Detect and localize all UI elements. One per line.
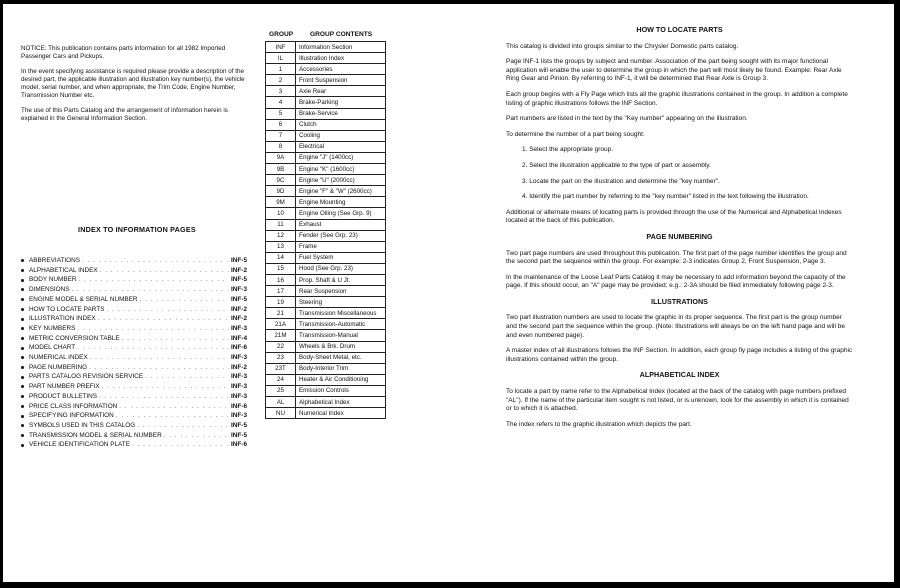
group-row <box>266 64 386 75</box>
index-entry-label: PART NUMBER PREFIX <box>29 383 100 391</box>
group-code: 9B <box>266 164 296 175</box>
step-item: 4. Identify the part number by referring to the "key number" listed in the text following the illustration. <box>522 193 809 201</box>
bullet-icon <box>21 288 24 291</box>
dot-leader <box>119 402 229 412</box>
group-code: 14 <box>266 252 296 263</box>
index-entry-label: KEY NUMBERS <box>29 324 76 332</box>
group-description: Accessories <box>296 64 386 75</box>
index-entry-label: PARTS CATALOG REVISION SERVICE <box>29 373 144 381</box>
group-description: Steering <box>296 297 386 308</box>
notice-block <box>21 45 253 129</box>
group-description: Information Section <box>296 42 386 53</box>
index-entry <box>21 334 247 344</box>
index-entry-label: ILLUSTRATION INDEX <box>29 315 96 323</box>
section-paragraph: Each group begins with a Fly Page which lists all the graphic illustrations contained in the group. In addition a complete listing of graphic illustrations follows the INF Section. <box>506 90 848 107</box>
bullet-icon <box>21 385 24 388</box>
section-paragraph: Additional or alternate means of locating parts is provided through the use of the Numerical and Alphabetical Indexes located at the back of this publication. <box>506 208 842 225</box>
section-heading: ILLUSTRATIONS <box>651 296 708 306</box>
index-entry-label: DIMENSIONS <box>29 286 70 294</box>
section-paragraph: To locate a part by name refer to the Alphabetical Index (located at the back of the catalog with page numbers prefixed "AL"). If the name of the particular item sought is not listed, or is unknown, look for the assembly in which it is contained or to which it is attached. <box>506 388 849 413</box>
dot-leader <box>78 275 229 285</box>
group-row <box>266 308 386 319</box>
index-entry <box>21 285 247 295</box>
bullet-icon <box>21 298 24 301</box>
dot-leader <box>140 295 229 305</box>
group-code: 7 <box>266 130 296 141</box>
group-row <box>266 141 386 152</box>
group-row <box>266 274 386 285</box>
group-code: 16 <box>266 274 296 285</box>
group-row <box>266 164 386 175</box>
group-code: 9A <box>266 152 296 163</box>
notice-paragraph: NOTICE: This publication contains parts information for all 1982 Imported Passenger Cars and Pickups. <box>21 45 226 61</box>
dot-leader <box>137 421 229 431</box>
group-contents-column-header: GROUP CONTENTS <box>310 31 373 38</box>
bullet-icon <box>21 308 24 311</box>
index-entry <box>21 256 247 266</box>
group-description: Frame <box>296 241 386 252</box>
group-description: Wheels & Brk. Drum <box>296 341 386 352</box>
group-description: Electrical <box>296 141 386 152</box>
group-row <box>266 75 386 86</box>
group-code: 8 <box>266 141 296 152</box>
group-row <box>266 297 386 308</box>
group-description: Clutch <box>296 119 386 130</box>
index-entry-label: BODY NUMBER <box>29 276 77 284</box>
group-code: 12 <box>266 230 296 241</box>
index-entry-label: TRANSMISSION MODEL & SERIAL NUMBER <box>29 431 162 439</box>
group-code: 21M <box>266 330 296 341</box>
group-code: 21 <box>266 308 296 319</box>
group-description: Engine Mounting <box>296 197 386 208</box>
group-row <box>266 241 386 252</box>
bullet-icon <box>21 259 24 262</box>
bullet-icon <box>21 395 24 398</box>
section-paragraph: The index refers to the graphic illustration which depicts the part. <box>506 420 692 428</box>
step-item: 3. Locate the part on the illustration and determine the "key number". <box>522 177 720 185</box>
group-description: Engine "K" (1600cc) <box>296 164 386 175</box>
group-code: 22 <box>266 341 296 352</box>
bullet-icon <box>21 337 24 340</box>
index-entry-page: INF-5 <box>231 276 247 284</box>
index-entry-page: INF-3 <box>231 383 247 391</box>
dot-leader <box>164 431 229 441</box>
bullet-icon <box>21 318 24 321</box>
bullet-icon <box>21 434 24 437</box>
index-entry-label: SPECIFYING INFORMATION <box>29 412 114 420</box>
group-code: 10 <box>266 208 296 219</box>
dot-leader <box>102 382 229 392</box>
group-description: Axle Rear <box>296 86 386 97</box>
dot-leader <box>90 353 229 363</box>
group-row <box>266 363 386 374</box>
bullet-icon <box>21 347 24 350</box>
group-description: Brake-Service <box>296 108 386 119</box>
dot-leader <box>77 343 229 353</box>
group-row <box>266 352 386 363</box>
group-description: Emission Controls <box>296 385 386 396</box>
group-row <box>266 108 386 119</box>
group-code: 2 <box>266 75 296 86</box>
group-code: 9C <box>266 175 296 186</box>
bullet-icon <box>21 366 24 369</box>
dot-leader <box>116 411 229 421</box>
group-description: Transmission Miscellaneous <box>296 308 386 319</box>
section-paragraph: A master index of all illustrations follows the INF Section. In addition, each group fly page includes a listing of the graphic illustrations contained within the group. <box>506 347 853 363</box>
group-description: Fender (See Grp. 23) <box>296 230 386 241</box>
group-description: Engine "U" (2000cc) <box>296 175 386 186</box>
index-entry <box>21 392 247 402</box>
index-entry-page: INF-3 <box>231 324 247 332</box>
group-code: AL <box>266 397 296 408</box>
group-description: Exhaust <box>296 219 386 230</box>
group-row <box>266 230 386 241</box>
group-code: 9D <box>266 186 296 197</box>
group-row <box>266 152 386 163</box>
index-entry-page: INF-3 <box>231 373 247 381</box>
section-paragraph: Part numbers are listed in the text by the "Key number" appearing on the illustration. <box>506 115 748 123</box>
index-entry-page: INF-2 <box>231 266 247 274</box>
index-list <box>21 256 247 450</box>
group-row <box>266 97 386 108</box>
group-description: Front Suspension <box>296 75 386 86</box>
group-row <box>266 53 386 64</box>
group-row <box>266 397 386 408</box>
dot-leader <box>99 392 229 402</box>
group-description: Engine Oiling (See Grp. 9) <box>296 208 386 219</box>
bullet-icon <box>21 424 24 427</box>
group-code: 11 <box>266 219 296 230</box>
group-code: 21A <box>266 319 296 330</box>
group-code: 15 <box>266 263 296 274</box>
index-entry <box>21 343 247 353</box>
group-row <box>266 252 386 263</box>
group-code: 25 <box>266 385 296 396</box>
index-entry-label: MODEL CHART <box>29 344 76 352</box>
index-entry <box>21 266 247 276</box>
index-entry-page: INF-2 <box>231 363 247 371</box>
dot-leader <box>122 334 229 344</box>
group-code: 4 <box>266 97 296 108</box>
dot-leader <box>89 363 229 373</box>
group-row <box>266 208 386 219</box>
index-entry-label: ABBREVIATIONS <box>29 257 81 264</box>
dot-leader <box>71 285 229 295</box>
step-item: 2. Select the illustration applicable to the type of part or assembly. <box>522 161 711 169</box>
group-row <box>266 330 386 341</box>
dot-leader <box>82 256 229 266</box>
index-entry-page: INF-4 <box>231 334 247 342</box>
group-row <box>266 42 386 53</box>
notice-paragraph: The use of this Parts Catalog and the arrangement of information herein is explained in the General Information Section. <box>21 106 228 123</box>
group-code: 19 <box>266 297 296 308</box>
group-description: Alphabetical Index <box>296 397 386 408</box>
group-row <box>266 86 386 97</box>
group-row <box>266 286 386 297</box>
index-entry-page: INF-3 <box>231 354 247 362</box>
index-entry <box>21 402 247 412</box>
dot-leader <box>98 314 229 324</box>
index-entry-label: PAGE NUMBERING <box>29 363 88 371</box>
index-entry-label: METRIC CONVERSION TABLE <box>29 334 120 342</box>
dot-leader <box>106 305 229 315</box>
group-description: Body-Sheet Metal, etc. <box>296 352 386 363</box>
group-row <box>266 263 386 274</box>
section-paragraph: In the maintenance of the Loose Leaf Parts Catalog it may be necessary to add information beyond the capacity of the page. If this should occur, an "A" page may be provided; e.g.: 2-3A should be filed immediately following page 2-3. <box>506 273 846 290</box>
group-code: 23 <box>266 352 296 363</box>
group-code: 6 <box>266 119 296 130</box>
index-entry-page: INF-6 <box>231 441 247 449</box>
index-entry <box>21 275 247 285</box>
instructions-column <box>506 26 853 436</box>
index-entry-page: INF-2 <box>231 315 247 323</box>
index-entry-label: ALPHABETICAL INDEX <box>29 266 98 274</box>
group-code: NU <box>266 408 296 419</box>
group-description: Prop. Shaft & U Jt. <box>296 274 386 285</box>
dot-leader <box>132 440 229 450</box>
section-heading: HOW TO LOCATE PARTS <box>636 25 723 34</box>
index-entry-label: HOW TO LOCATE PARTS <box>29 305 105 313</box>
group-code: IL <box>266 53 296 64</box>
group-code: 17 <box>266 286 296 297</box>
dot-leader <box>145 372 229 382</box>
group-description: Numerical Index <box>296 408 386 419</box>
index-entry <box>21 363 247 373</box>
index-entry <box>21 353 247 363</box>
group-table <box>265 41 386 419</box>
index-entry-page: INF-3 <box>231 392 247 400</box>
index-entry-page: INF-5 <box>231 421 247 429</box>
group-column-header: GROUP <box>269 31 294 38</box>
group-row <box>266 119 386 130</box>
index-entry-page: INF-5 <box>231 431 247 439</box>
group-description: Transmission-Automatic <box>296 319 386 330</box>
group-code: 3 <box>266 86 296 97</box>
index-entry-label: NUMERICAL INDEX <box>29 354 88 362</box>
index-entry <box>21 295 247 305</box>
index-entry-page: INF-5 <box>231 257 247 264</box>
bullet-icon <box>21 269 24 272</box>
steps-list <box>506 146 853 201</box>
group-code: 1 <box>266 64 296 75</box>
index-entry-label: ENGINE MODEL & SERIAL NUMBER <box>29 295 138 303</box>
group-row <box>266 319 386 330</box>
bullet-icon <box>21 405 24 408</box>
group-row <box>266 385 386 396</box>
notice-paragraph: In the event specifying assistance is required please provide a description of the desired part, the applicable illustration and illustration key number(s), the vehicle model, serial number, and when appropriate, the Trim Code, Engine Number, Transmission Number etc. <box>21 67 245 100</box>
section-heading: PAGE NUMBERING <box>646 231 713 241</box>
group-code: 24 <box>266 374 296 385</box>
section-paragraph: Two part illustration numbers are used to locate the graphic in its proper sequence. The first part is the group number and the second part the sequence within the group. (Note: Illustrations will always be on the left hand page and will be and even numbered page). <box>506 314 845 339</box>
group-row <box>266 186 386 197</box>
section-paragraph: Page INF-1 lists the groups by subject and number. Association of the part being sought with its major functional application will enable the user to determine the group in which the part will most likely be found. Example: Rear Axle Ring Gear and Pinion. By referring to INF-1, it will be determined that Rear Axle is Group 3. <box>506 58 842 83</box>
group-row <box>266 197 386 208</box>
bullet-icon <box>21 376 24 379</box>
group-description: Heater & Air Conditioning <box>296 374 386 385</box>
index-entry <box>21 440 247 450</box>
group-code: 9M <box>266 197 296 208</box>
dot-leader <box>77 324 229 334</box>
bullet-icon <box>21 415 24 418</box>
index-entry-page: INF-6 <box>231 344 247 352</box>
index-entry <box>21 431 247 441</box>
index-entry-label: VEHICLE IDENTIFICATION PLATE <box>29 441 130 449</box>
index-entry-page: INF-3 <box>231 286 247 294</box>
index-entry-page: INF-5 <box>231 295 247 303</box>
index-entry <box>21 372 247 382</box>
section-heading: ALPHABETICAL INDEX <box>639 370 720 380</box>
group-code: 5 <box>266 108 296 119</box>
section-paragraph: This catalog is divided into groups similar to the Chrysler Domestic parts catalog. <box>506 42 739 50</box>
index-entry-label: SYMBOLS USED IN THIS CATALOG <box>29 421 136 429</box>
group-description: Cooling <box>296 130 386 141</box>
index-title: INDEX TO INFORMATION PAGES <box>78 225 196 234</box>
group-code: 23T <box>266 363 296 374</box>
bullet-icon <box>21 356 24 359</box>
index-entry-page: INF-3 <box>231 412 247 420</box>
group-description: Hood (See Grp. 23) <box>296 263 386 274</box>
bullet-icon <box>21 444 24 447</box>
group-code: 13 <box>266 241 296 252</box>
index-entry <box>21 314 247 324</box>
index-entry <box>21 305 247 315</box>
index-entry <box>21 324 247 334</box>
index-entry-label: PRODUCT BULLETINS <box>29 392 98 400</box>
index-entry <box>21 411 247 421</box>
group-description: Engine "F" & "W" (2600cc) <box>296 186 386 197</box>
catalog-page <box>3 4 894 582</box>
section-paragraph: To determine the number of a part being sought: <box>506 130 645 138</box>
dot-leader <box>100 266 229 276</box>
step-item: 1. Select the appropriate group. <box>522 146 614 154</box>
group-code: INF <box>266 42 296 53</box>
group-row <box>266 374 386 385</box>
bullet-icon <box>21 279 24 282</box>
index-entry <box>21 382 247 392</box>
group-row <box>266 130 386 141</box>
group-row <box>266 219 386 230</box>
section-paragraph: Two part page numbers are used throughout this publication. The first part of the page number identifies the group and the second part the sequence within the group. For example: 2-3 indicates Group 2, Front Suspension, Page 3. <box>506 249 847 266</box>
group-description: Body-Interior Trim <box>296 363 386 374</box>
index-entry-page: INF-2 <box>231 305 247 313</box>
index-entry <box>21 421 247 431</box>
group-description: Illustration Index <box>296 53 386 64</box>
index-entry-page: INF-6 <box>231 402 247 410</box>
group-description: Transmission-Manual <box>296 330 386 341</box>
group-description: Rear Suspension <box>296 286 386 297</box>
bullet-icon <box>21 327 24 330</box>
group-description: Brake-Parking <box>296 97 386 108</box>
index-entry-label: PRICE CLASS INFORMATION <box>29 402 118 410</box>
group-description: Engine "J" (1400cc) <box>296 152 386 163</box>
group-row <box>266 175 386 186</box>
group-description: Fuel System <box>296 252 386 263</box>
group-row <box>266 408 386 419</box>
group-row <box>266 341 386 352</box>
